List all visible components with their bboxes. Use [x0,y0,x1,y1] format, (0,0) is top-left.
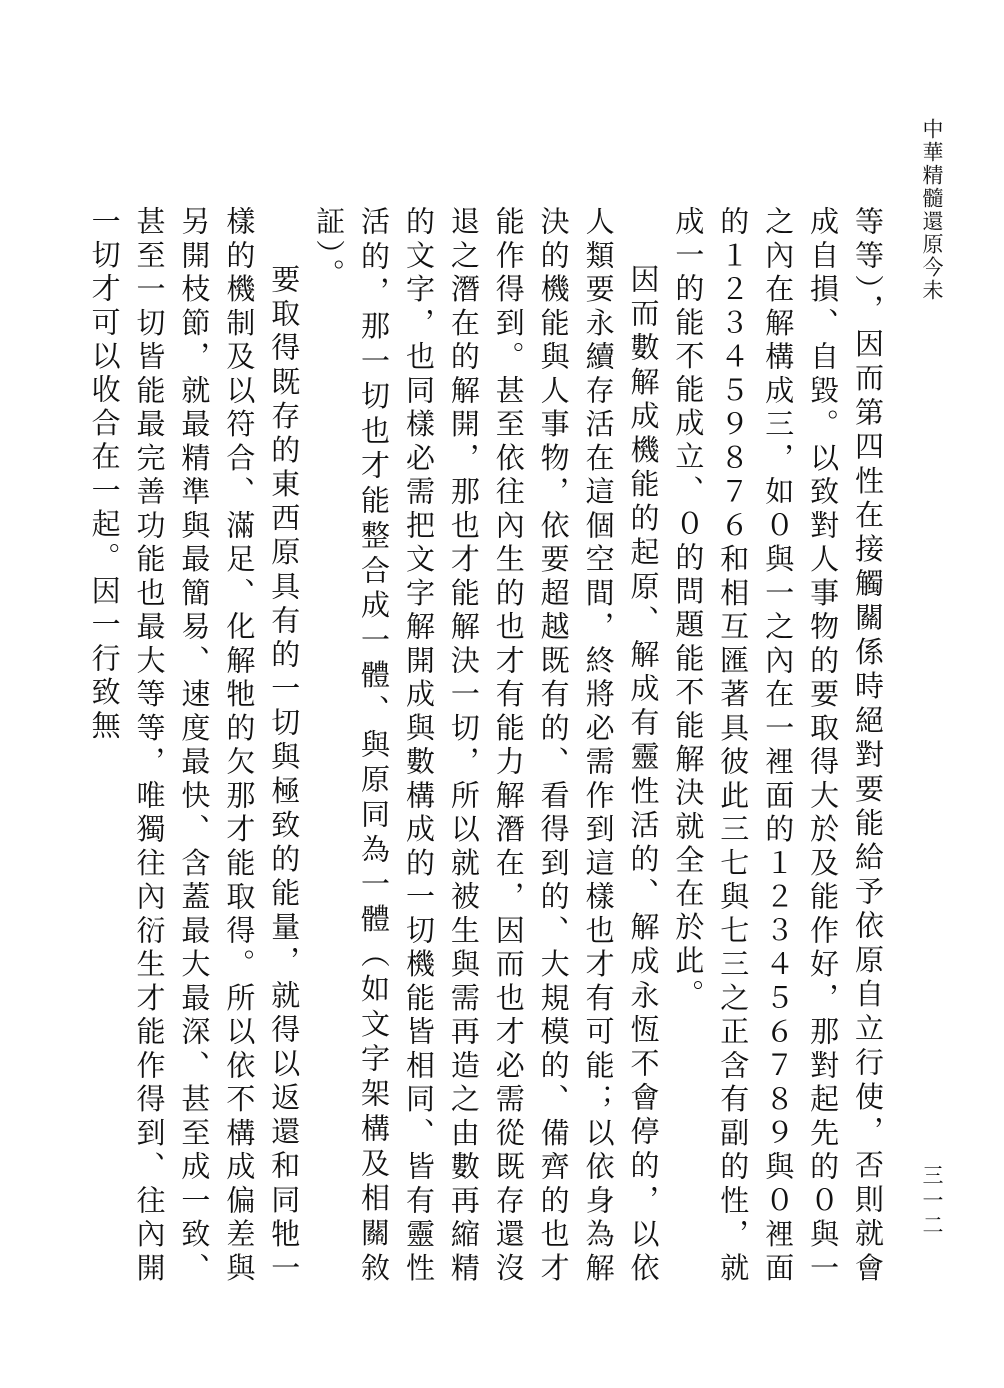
paragraph-energy-acquisition: 要取得既存的東西原具有的一切與極致的能量，就得以返還和同牠一樣的機制及以符合、滿足、化解牠的欠那才能取得。所以依不構成偏差與另開枝節，就最精準與最簡易、速度最快、含蓋最大最深、甚至成一致、甚至一切皆能最完善功能也最大等等，唯獨往內衍生才能作得到、往內開一切才可以收合在一起。因一行致無 [87,206,302,1286]
vertical-text-body [87,206,890,1286]
running-header-book-title: 中華精髓還原今未 [920,118,944,302]
page-number: 三一二 [920,1164,944,1239]
paragraph-continued: 等等），因而第四性在接觸關係時絕對要能給予依原自立行使，否則就會成自損、自毀。以致對人事物的要取得大於及能作好，那對起先的０與一之內在解構成三，如０與一之內在一裡面的１２３４５６７８９與０裡面的１２３４５９８７６和相互匯著具彼此三七與七三之正含有副的性，就成一的能不能成立、０的問題能不能解決就全在於此。 [671,206,885,1286]
paragraph-numbers-mechanism: 因而數解成機能的起原、解成有靈性活的、解成永恆不會停的，以依人類要永續存活在這個空間，終將必需作到這樣也才有可能；以依身為解決的機能與人事物，依要超越既有的、看得到的、大規模的、備齊的也才能作得到。甚至依往內生的也才有能力解潛在，因而也才必需從既存還沒退之潛在的解開，那也才能解決一切，所以就被生與需再造之由數再縮精的文字，也同樣必需把文字解開成與數構成的一切機能皆相同、皆有靈性活的，那一切也才能整合成一體、與原同為一體（如文字架構及相關敘証）。 [312,206,661,1286]
